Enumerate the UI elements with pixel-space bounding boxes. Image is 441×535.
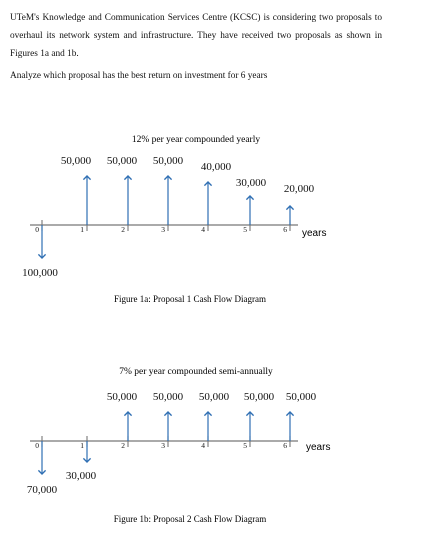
fig1a-cash-flow-label-1: 50,000 [60,155,92,167]
question-text: Analyze which proposal has the best return on investment for 6 years [10,71,268,81]
fig1a-period-label-5: 5 [243,225,247,234]
figure-1b [27,367,331,524]
fig1a-cash-flow-label-3: 50,000 [152,155,184,167]
figure-1a [22,135,326,304]
fig1b-cash-flow-label-4: 50,000 [198,391,230,403]
fig1a-cash-flow-label-0: 100,000 [22,267,58,279]
intro-paragraph: UTeM's Knowledge and Communication Services Centre (KCSC) is considering two proposals to overhaul its network system and infrastructure. They have received two proposals as shown in Figures 1a and 1b. [10,13,382,59]
fig1b-cash-flow-label-6: 50,000 [285,391,317,403]
fig1a-period-label-4: 4 [201,225,205,234]
fig1a-interest-label: 12% per year compounded yearly [131,135,261,145]
fig1b-period-label-2: 2 [121,441,125,450]
fig1b-period-label-3: 3 [161,441,165,450]
fig1b-period-label-0: 0 [35,441,39,450]
fig1b-caption: Figure 1b: Proposal 2 Cash Flow Diagram [113,514,267,524]
fig1a-axis-unit: years [302,228,327,239]
fig1a-cash-flow-label-5: 30,000 [235,177,267,189]
fig1a-period-label-6: 6 [283,225,287,234]
fig1a-period-label-1: 1 [80,225,84,234]
fig1b-axis-unit: years [306,442,331,453]
fig1a-period-label-3: 3 [161,225,165,234]
fig1b-period-label-6: 6 [283,441,287,450]
fig1a-period-label-2: 2 [121,225,125,234]
fig1a-cash-flow-label-4: 40,000 [200,161,232,173]
fig1b-cash-flow-label-3: 50,000 [152,391,184,403]
fig1b-cash-flow-label-5: 50,000 [243,391,275,403]
fig1a-period-label-0: 0 [35,225,39,234]
fig1a-cash-flow-label-2: 50,000 [106,155,138,167]
fig1a-caption: Figure 1a: Proposal 1 Cash Flow Diagram [114,294,266,304]
fig1b-cash-flow-label-0: 70,000 [26,484,58,496]
fig1b-period-label-5: 5 [243,441,247,450]
fig1b-cash-flow-label-2: 50,000 [106,391,138,403]
fig1a-cash-flow-label-6: 20,000 [283,183,315,195]
fig1b-cash-flow-label-1: 30,000 [65,470,97,482]
fig1b-period-label-1: 1 [80,441,84,450]
fig1b-interest-label: 7% per year compounded semi-annually [119,367,273,377]
fig1b-period-label-4: 4 [201,441,205,450]
